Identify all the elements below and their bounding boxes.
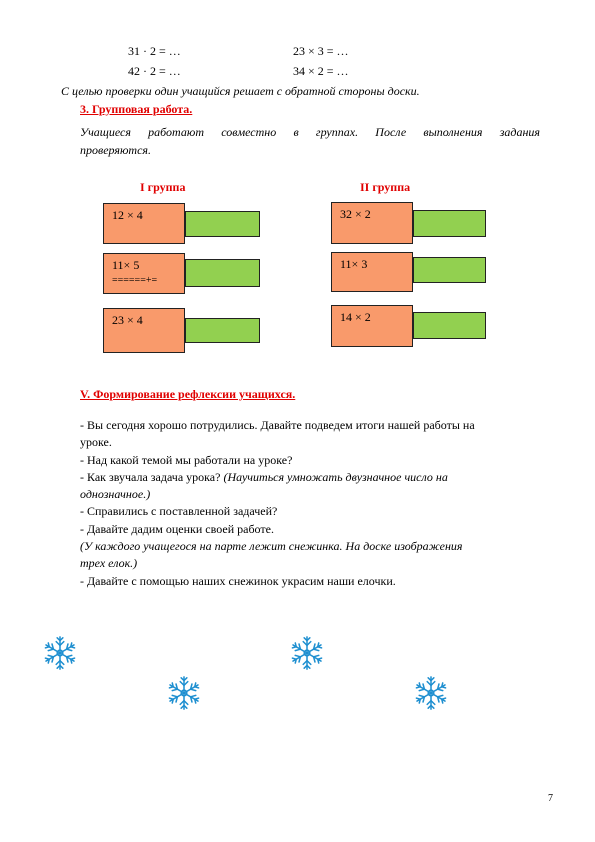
equation-right-1: 23 × 3 = … bbox=[293, 44, 349, 58]
equation-right-2: 34 × 2 = … bbox=[293, 64, 349, 78]
group1-task-expr: 23 × 4 bbox=[112, 313, 143, 327]
group1-title: I группа bbox=[140, 180, 186, 194]
reflection-line-3b: однозначное.) bbox=[80, 487, 151, 501]
group2-answer-box[interactable] bbox=[413, 257, 486, 283]
reflection-line-1a: - Вы сегодня хорошо потрудились. Давайте подведем итоги нашей работы на bbox=[80, 418, 475, 432]
reflection-line-5: - Давайте дадим оценки своей работе. bbox=[80, 522, 274, 536]
reflection-line-3-question: - Как звучала задача урока? bbox=[80, 470, 224, 484]
group2-task-box bbox=[331, 305, 413, 347]
section3-description-line2: проверяются. bbox=[80, 143, 151, 157]
group1-answer-box[interactable] bbox=[185, 259, 260, 287]
page-number: 7 bbox=[548, 793, 553, 804]
snowflake-icon bbox=[288, 634, 326, 672]
group2-title: II группа bbox=[360, 180, 411, 194]
group2-task-box bbox=[331, 202, 413, 244]
check-note: С целью проверки один учащийся решает с обратной стороны доски. bbox=[61, 84, 420, 98]
group2-task-expr: 32 × 2 bbox=[340, 207, 371, 221]
group2-task-expr: 14 × 2 bbox=[340, 310, 371, 324]
section3-title: 3. Групповая работа. bbox=[80, 102, 193, 116]
group1-task-expr: 12 × 4 bbox=[112, 208, 143, 222]
reflection-line-7: - Давайте с помощью наших снежинок украсим наши елочки. bbox=[80, 574, 396, 588]
group1-task-box bbox=[103, 203, 185, 244]
section5-title: V. Формирование рефлексии учащихся. bbox=[80, 387, 296, 401]
group2-task-box bbox=[331, 252, 413, 292]
reflection-line-6b: трех елок.) bbox=[80, 556, 138, 570]
group2-answer-box[interactable] bbox=[413, 312, 486, 339]
group1-task-box bbox=[103, 253, 185, 294]
group1-task-expr: 11× 5 bbox=[112, 258, 140, 272]
reflection-line-3-answer: (Научиться умножать двузначное число на bbox=[223, 470, 448, 484]
reflection-line-4: - Справились с поставленной задачей? bbox=[80, 504, 278, 518]
snowflake-icon bbox=[165, 674, 203, 712]
group2-task-expr: 11× 3 bbox=[340, 257, 368, 271]
reflection-line-1b: уроке. bbox=[80, 435, 112, 449]
group1-task-box bbox=[103, 308, 185, 353]
equation-left-1: 31 · 2 = … bbox=[128, 44, 181, 58]
group2-answer-box[interactable] bbox=[413, 210, 486, 237]
reflection-line-2: - Над какой темой мы работали на уроке? bbox=[80, 453, 293, 467]
group1-task-extra: ======+= bbox=[112, 275, 158, 286]
section3-description-line1: Учащиеся работают совместно в группах. После выполнения задания bbox=[80, 125, 540, 139]
group1-answer-box[interactable] bbox=[185, 211, 260, 237]
reflection-line-6a: (У каждого учащегося на парте лежит снежинка. На доске изображения bbox=[80, 539, 463, 553]
reflection-line-3 bbox=[80, 469, 448, 485]
equation-left-2: 42 · 2 = … bbox=[128, 64, 181, 78]
snowflake-icon bbox=[41, 634, 79, 672]
snowflake-icon bbox=[412, 674, 450, 712]
group1-answer-box[interactable] bbox=[185, 318, 260, 343]
